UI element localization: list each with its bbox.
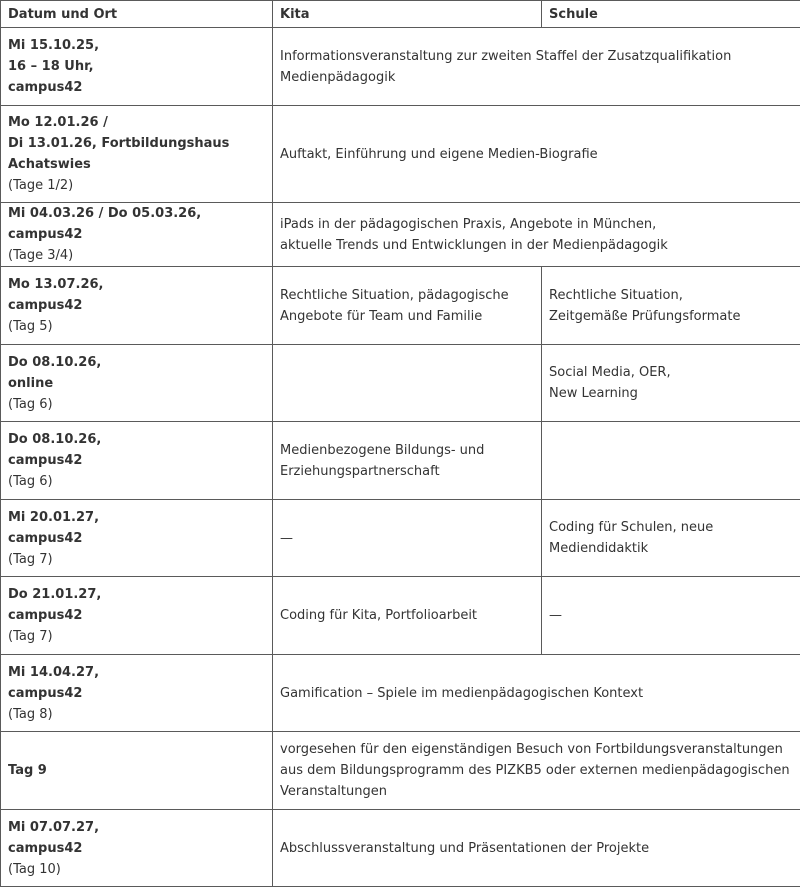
date-line: Achatswies xyxy=(8,157,91,172)
date-line: Mo 12.01.26 / xyxy=(8,115,108,130)
table-row xyxy=(1,577,800,655)
event-line: Medienpädagogik xyxy=(280,69,396,85)
kita-line: Angebote für Team und Familie xyxy=(280,308,483,324)
table-row xyxy=(1,203,800,267)
date-cell xyxy=(1,655,273,732)
date-cell xyxy=(1,106,273,203)
event-cell-kita xyxy=(273,500,542,577)
date-note: (Tag 8) xyxy=(8,706,53,722)
date-cell xyxy=(1,577,273,655)
kita-line: Medienbezogene Bildungs- und xyxy=(280,442,485,458)
date-line: campus42 xyxy=(8,840,83,856)
header-schule: Schule xyxy=(542,1,800,28)
date-cell xyxy=(1,203,273,267)
event-line: aus dem Bildungsprogramm des PIZKB5 oder externen medienpädagogischen xyxy=(280,763,790,778)
event-line: vorgesehen für den eigenständigen Besuch von Fortbildungsveranstaltungen xyxy=(280,742,783,757)
date-cell xyxy=(1,28,273,106)
date-note: (Tag 10) xyxy=(8,861,61,877)
date-line: online xyxy=(8,375,54,391)
date-line: campus42 xyxy=(8,530,83,546)
table-row xyxy=(1,810,800,887)
table-row xyxy=(1,732,800,810)
date-line: Mi 15.10.25, xyxy=(8,38,100,53)
kita-line: Coding für Kita, Portfolioarbeit xyxy=(280,608,478,623)
kita-line: — xyxy=(280,530,293,546)
table-row xyxy=(1,500,800,577)
date-note: (Tag 7) xyxy=(8,551,53,567)
kita-line: Erziehungspartnerschaft xyxy=(280,463,440,479)
date-note: (Tag 6) xyxy=(8,396,53,412)
event-line: Abschlussveranstaltung und Präsentationen der Projekte xyxy=(280,840,650,856)
table-row xyxy=(1,345,800,422)
event-cell-schule xyxy=(542,577,800,655)
date-cell xyxy=(1,732,273,810)
date-line: Mi 20.01.27, xyxy=(8,509,100,525)
date-cell xyxy=(1,500,273,577)
date-line: Di 13.01.26, Fortbildungshaus xyxy=(8,136,230,151)
event-cell-kita xyxy=(273,577,542,655)
date-note: (Tage 3/4) xyxy=(8,248,74,263)
event-cell-shared xyxy=(273,810,800,887)
event-line: Gamification – Spiele im medienpädagogischen Kontext xyxy=(280,685,644,701)
date-line: Tag 9 xyxy=(8,763,47,778)
event-line: aktuelle Trends und Entwicklungen in der Medienpädagogik xyxy=(280,237,668,253)
date-line: Do 21.01.27, xyxy=(8,587,102,602)
schule-line: Mediendidaktik xyxy=(549,541,649,556)
date-cell xyxy=(1,267,273,345)
date-line: Mi 04.03.26 / Do 05.03.26, campus42 xyxy=(8,206,202,242)
date-note: (Tage 1/2) xyxy=(8,178,74,193)
kita-line: Rechtliche Situation, pädagogische xyxy=(280,287,509,303)
event-cell-schule xyxy=(542,500,800,577)
event-cell-shared xyxy=(273,732,800,810)
date-line: campus42 xyxy=(8,608,83,623)
date-line: campus42 xyxy=(8,298,83,313)
schedule-body xyxy=(1,28,800,887)
schule-line: Rechtliche Situation, xyxy=(549,287,683,303)
schule-line: Social Media, OER, xyxy=(549,365,671,380)
header-row xyxy=(1,1,800,28)
event-line: Informationsveranstaltung zur zweiten Staffel der Zusatzqualifikation xyxy=(280,48,732,64)
date-note: (Tag 6) xyxy=(8,474,53,489)
event-cell-shared xyxy=(273,655,800,732)
date-line: Mi 07.07.27, xyxy=(8,819,100,835)
schule-line: Zeitgemäße Prüfungsformate xyxy=(549,308,741,324)
header-date: Datum und Ort xyxy=(1,1,273,28)
event-cell-shared xyxy=(273,106,800,203)
table-row xyxy=(1,267,800,345)
table-row xyxy=(1,422,800,500)
date-note: (Tag 7) xyxy=(8,629,53,644)
schule-line: New Learning xyxy=(549,386,638,401)
date-cell xyxy=(1,810,273,887)
date-line: campus42 xyxy=(8,453,83,468)
event-cell-kita xyxy=(273,345,542,422)
event-line: iPads in der pädagogischen Praxis, Angebote in München, xyxy=(280,216,657,232)
event-cell-kita xyxy=(273,422,542,500)
date-cell xyxy=(1,345,273,422)
table-row xyxy=(1,106,800,203)
schule-line: Coding für Schulen, neue xyxy=(549,520,714,535)
header-kita: Kita xyxy=(273,1,542,28)
table-row xyxy=(1,28,800,106)
event-line: Auftakt, Einführung und eigene Medien-Biografie xyxy=(280,146,598,162)
table-row xyxy=(1,655,800,732)
date-line: campus42 xyxy=(8,685,83,701)
event-cell-schule xyxy=(542,422,800,500)
date-line: 16 – 18 Uhr, xyxy=(8,59,94,74)
event-cell-schule xyxy=(542,345,800,422)
date-note: (Tag 5) xyxy=(8,319,53,334)
date-cell xyxy=(1,422,273,500)
date-line: campus42 xyxy=(8,80,83,95)
event-cell-shared xyxy=(273,203,800,267)
event-cell-schule xyxy=(542,267,800,345)
date-line: Mi 14.04.27, xyxy=(8,664,100,680)
date-line: Do 08.10.26, xyxy=(8,432,102,447)
schule-line: — xyxy=(549,608,562,623)
date-line: Mo 13.07.26, xyxy=(8,277,104,292)
date-line: Do 08.10.26, xyxy=(8,354,102,370)
event-cell-kita xyxy=(273,267,542,345)
event-cell-shared xyxy=(273,28,800,106)
event-line: Veranstaltungen xyxy=(280,784,387,799)
